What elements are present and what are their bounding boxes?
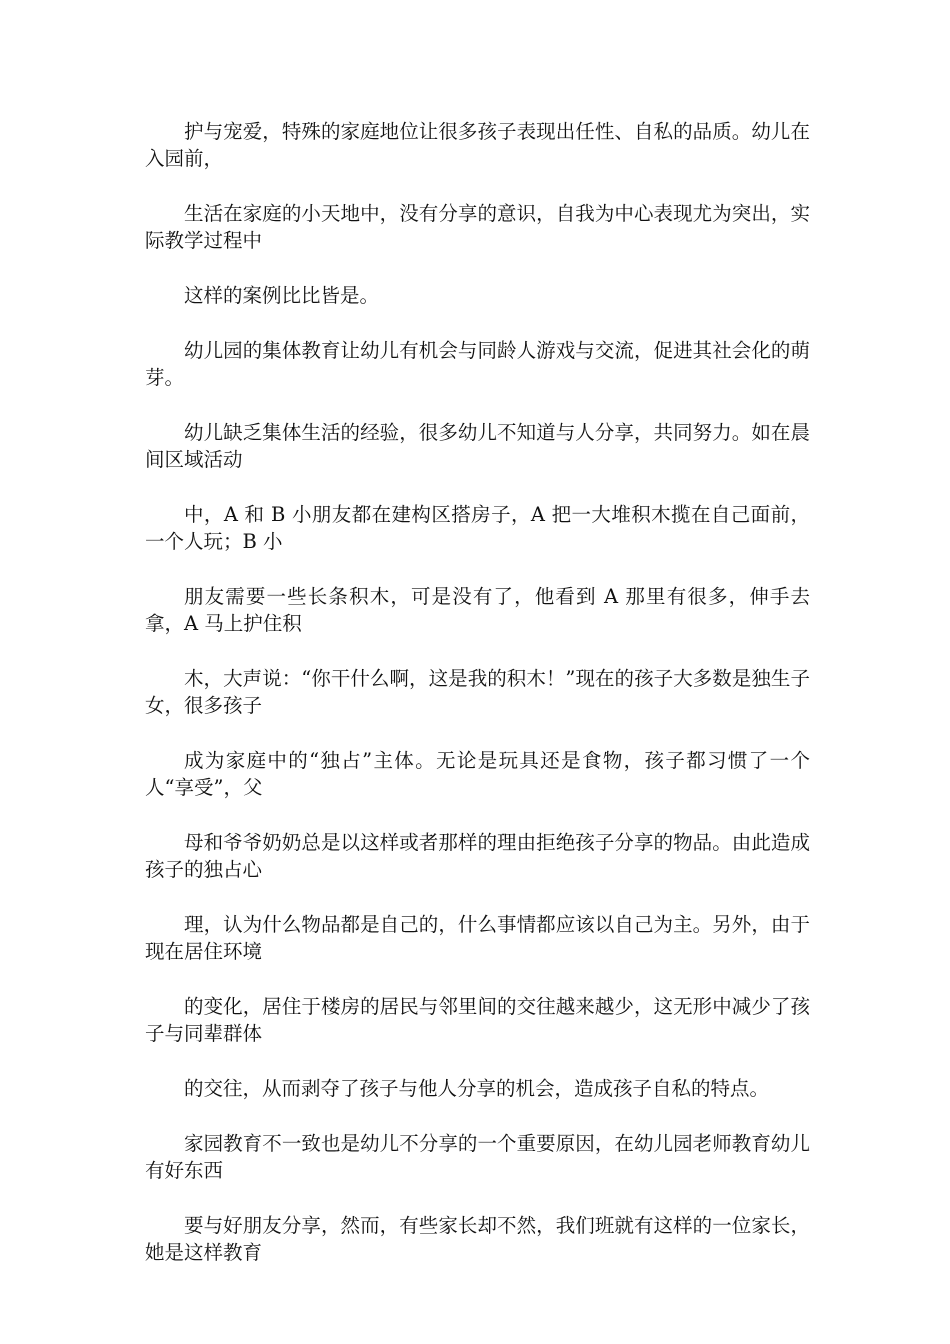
paragraph-1: 护与宠爱，特殊的家庭地位让很多孩子表现出任性、自私的品质。幼儿在入园前， xyxy=(145,120,810,170)
paragraph-10: 母和爷爷奶奶总是以这样或者那样的理由拒绝孩子分享的物品。由此造成孩子的独占心 xyxy=(145,831,810,881)
body-text xyxy=(145,118,810,1294)
paragraph-9: 成为家庭中的“独占”主体。无论是玩具还是食物，孩子都习惯了一个人“享受”，父 xyxy=(145,749,810,799)
paragraph-12: 的变化，居住于楼房的居民与邻里间的交往越来越少，这无形中减少了孩子与同辈群体 xyxy=(145,995,810,1045)
paragraph-5: 幼儿缺乏集体生活的经验，很多幼儿不知道与人分享，共同努力。如在晨间区域活动 xyxy=(145,421,810,471)
paragraph-6: 中，A 和 B 小朋友都在建构区搭房子，A 把一大堆积木揽在自己面前，一个人玩；B 小 xyxy=(145,503,810,553)
paragraph-2: 生活在家庭的小天地中，没有分享的意识，自我为中心表现尤为突出，实际教学过程中 xyxy=(145,202,810,252)
paragraph-3: 这样的案例比比皆是。 xyxy=(184,284,380,307)
paragraph-4: 幼儿园的集体教育让幼儿有机会与同龄人游戏与交流，促进其社会化的萌芽。 xyxy=(145,339,810,389)
paragraph-14: 家园教育不一致也是幼儿不分享的一个重要原因，在幼儿园老师教育幼儿有好东西 xyxy=(145,1132,810,1182)
paragraph-7: 朋友需要一些长条积木，可是没有了，他看到 A 那里有很多，伸手去拿，A 马上护住积 xyxy=(145,585,810,635)
paragraph-11: 理，认为什么物品都是自己的，什么事情都应该以自己为主。另外，由于现在居住环境 xyxy=(145,913,810,963)
paragraph-8: 木，大声说：“你干什么啊，这是我的积木！”现在的孩子大多数是独生子女，很多孩子 xyxy=(145,667,810,717)
paragraph-15: 要与好朋友分享，然而，有些家长却不然，我们班就有这样的一位家长，她是这样教育 xyxy=(145,1214,810,1264)
paragraph-13: 的交往，从而剥夺了孩子与他人分享的机会，造成孩子自私的特点。 xyxy=(184,1077,770,1100)
